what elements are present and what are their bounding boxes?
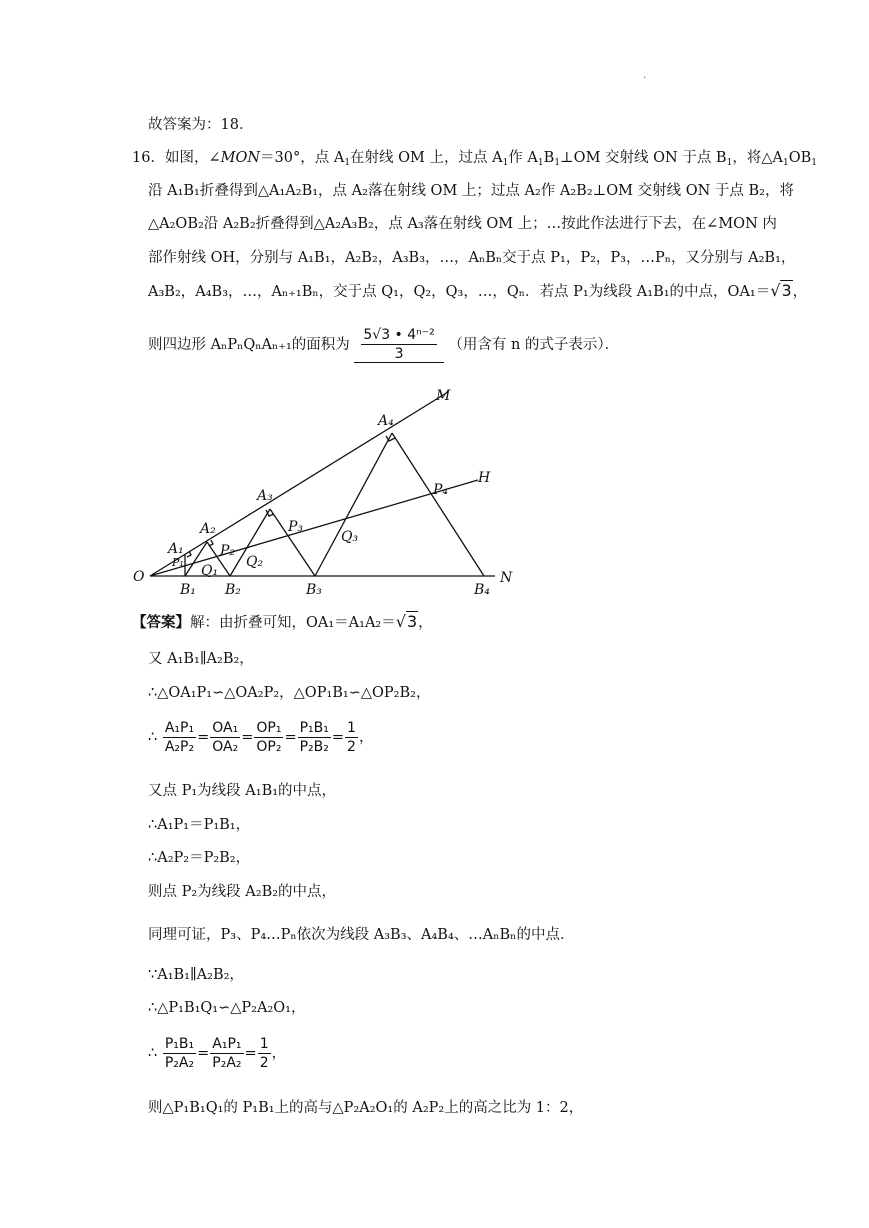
denominator: A₂P₂ [164, 739, 195, 755]
previous-answer: 故答案为：18． [148, 117, 254, 133]
problem-text: 如图，∠ [164, 150, 221, 166]
problem-text: ⊥OM 交射线 ON 于点 B [560, 150, 727, 166]
fraction-a1p1 [163, 720, 196, 755]
fraction-p1b1 [298, 720, 331, 755]
solution-text: ， [418, 615, 433, 631]
label-a3: A₃ [257, 488, 273, 504]
solution-ratio-line [148, 720, 373, 755]
numerator: A₁P₁ [164, 720, 195, 736]
problem-text: 在射线 OM 上，过点 A [350, 150, 503, 166]
label-b2: B₂ [225, 582, 241, 598]
label-q2: Q₂ [246, 554, 264, 570]
label-p2: P₂ [220, 543, 236, 559]
solution-line-13: 则△P₁B₁Q₁的 P₁B₁上的高与△P₂A₂O₁的 A₂P₂上的高之比为 1：2， [148, 1100, 584, 1116]
fraction-p1b1-p2a2 [163, 1036, 196, 1071]
problem-text: ，将△A [732, 150, 783, 166]
numerator: 1 [259, 1036, 269, 1052]
numerator: P₁B₁ [299, 720, 329, 736]
label-p1: P₁ [172, 556, 184, 569]
answer-numerator: 5√3 • 4ⁿ⁻² [363, 327, 435, 343]
equals: = [197, 729, 210, 746]
solution-line-5: 又点 P₁为线段 A₁B₁的中点， [148, 783, 337, 799]
numerator: 1 [347, 720, 356, 736]
problem-line-2: 沿 A₁B₁折叠得到△A₁A₂B₁，点 A₂落在射线 OM 上；过点 A₂作 A₂B₂⊥OM 交射线 ON 于点 B₂，将 [148, 183, 794, 199]
ray-om [150, 392, 448, 576]
segment-a4b4 [392, 433, 484, 576]
fraction-oa1 [210, 720, 240, 755]
equals: = [331, 729, 345, 746]
sqrt-expression: √3 [395, 612, 418, 631]
right-angle-a2 [209, 540, 213, 546]
solution-line-6: ∴A₁P₁＝P₁B₁， [148, 817, 251, 833]
problem-text: A₃B₂，A₄B₃，…，Aₙ₊₁Bₙ，交于点 Q₁，Q₂，Q₃，…，Qₙ．若点 P₁为线段 A₁B₁的中点，OA₁＝ [148, 284, 771, 300]
therefore-symbol: ∴ [148, 1045, 158, 1062]
sqrt-expression: √3 [770, 281, 792, 300]
label-a2: A₂ [200, 521, 216, 537]
header-dot: . [643, 70, 647, 81]
label-b4: B₄ [474, 582, 490, 598]
solution-line-1 [132, 612, 433, 633]
comma: ， [271, 1045, 287, 1062]
equals: = [244, 1045, 257, 1062]
fraction-half-2 [258, 1036, 271, 1071]
solution-line-8: 则点 P₂为线段 A₂B₂的中点， [148, 884, 337, 900]
numerator: A₁P₁ [212, 1036, 242, 1052]
label-q1: Q₁ [201, 563, 219, 579]
denominator: P₂A₂ [212, 1055, 242, 1071]
numerator: P₁B₁ [164, 1036, 195, 1052]
right-angle-a1 [187, 551, 191, 557]
problem-line-3: △A₂OB₂沿 A₂B₂折叠得到△A₂A₃B₂，点 A₃落在射线 OM 上；…按此作法进行下去，在∠MON 内 [148, 216, 777, 232]
numerator: OP₁ [256, 720, 282, 736]
solution-line-2: 又 A₁B₁∥A₂B₂， [148, 651, 254, 667]
label-p3: P₃ [288, 519, 304, 535]
angle-name: MON [220, 150, 261, 166]
solution-line-11: ∴△P₁B₁Q₁∽△P₂A₂O₁， [148, 1000, 306, 1016]
problem-number: 16． [132, 150, 165, 166]
fraction-op1 [254, 720, 283, 755]
solution-text: 解：由折叠可知，OA₁＝A₁A₂＝ [190, 615, 396, 631]
label-q3: Q₃ [341, 529, 359, 545]
solution-line-10: ∵A₁B₁∥A₂B₂， [148, 967, 244, 983]
problem-text: B [543, 150, 555, 166]
equals: = [197, 1045, 210, 1062]
geometry-figure [125, 378, 545, 600]
problem-text: ＝30°，点 A [260, 150, 345, 166]
therefore-symbol: ∴ [148, 729, 158, 746]
equals: = [284, 729, 297, 746]
label-o: O [133, 569, 145, 585]
label-b1: B₁ [180, 582, 196, 598]
problem-text: OB [788, 150, 812, 166]
radicand: 3 [781, 281, 792, 300]
problem-line-4: 部作射线 OH，分别与 A₁B₁，A₂B₂，A₃B₃，…，AₙBₙ交于点 P₁，P₂，P₃，…Pₙ，又分别与 A₂B₁， [148, 250, 796, 266]
label-a4: A₄ [378, 413, 394, 429]
answer-blank [354, 327, 443, 363]
problem-line-5 [148, 281, 807, 302]
answer-fraction [361, 327, 436, 362]
answer-tag: 【答案】 [132, 614, 190, 631]
problem-line-1: 16．如图，∠MON＝30°，点 $A_1$在射线 OM 上，过点 $A_1$作 $A_1B_1\perp OM$ 交射线 ON 于点 $B_1$，将$\triangle A_1OB_1$ [132, 150, 817, 168]
solution-line-7: ∴A₂P₂＝P₂B₂， [148, 850, 251, 866]
denominator: P₂A₂ [164, 1055, 195, 1071]
denominator: OP₂ [256, 739, 282, 755]
label-n: N [500, 570, 513, 586]
fraction-a1p1-p2a2 [210, 1036, 243, 1071]
label-b3: B₃ [306, 582, 322, 598]
label-m: M [436, 388, 451, 404]
problem-line-6 [148, 327, 619, 363]
solution-line-3: ∴△OA₁P₁∽△OA₂P₂，△OP₁B₁∽△OP₂B₂， [148, 685, 431, 701]
equals: = [241, 729, 254, 746]
segment-b3a4 [315, 433, 392, 576]
numerator: OA₁ [212, 720, 239, 736]
label-h: H [478, 470, 491, 486]
label-p4: P₄ [433, 482, 449, 498]
solution-ratio-line-2 [148, 1036, 286, 1071]
solution-line-9: 同理可证，P₃、P₄…Pₙ依次为线段 A₃B₃、A₄B₄、…AₙBₙ的中点． [148, 927, 575, 943]
label-a1: A₁ [168, 541, 184, 557]
radicand: 3 [406, 612, 418, 631]
denominator: P₂B₂ [299, 739, 329, 755]
problem-text: 作 A [508, 150, 538, 166]
denominator: OA₂ [212, 739, 239, 755]
denominator: 2 [347, 739, 356, 755]
problem-text: ， [792, 284, 808, 300]
denominator: 2 [259, 1055, 269, 1071]
answer-denominator: 3 [394, 346, 404, 362]
problem-text: 则四边形 AₙPₙQₙAₙ₊₁的面积为 [148, 337, 350, 353]
comma: ， [358, 729, 374, 746]
problem-text: （用含有 n 的式子表示）． [448, 337, 620, 353]
fraction-half [345, 720, 358, 755]
